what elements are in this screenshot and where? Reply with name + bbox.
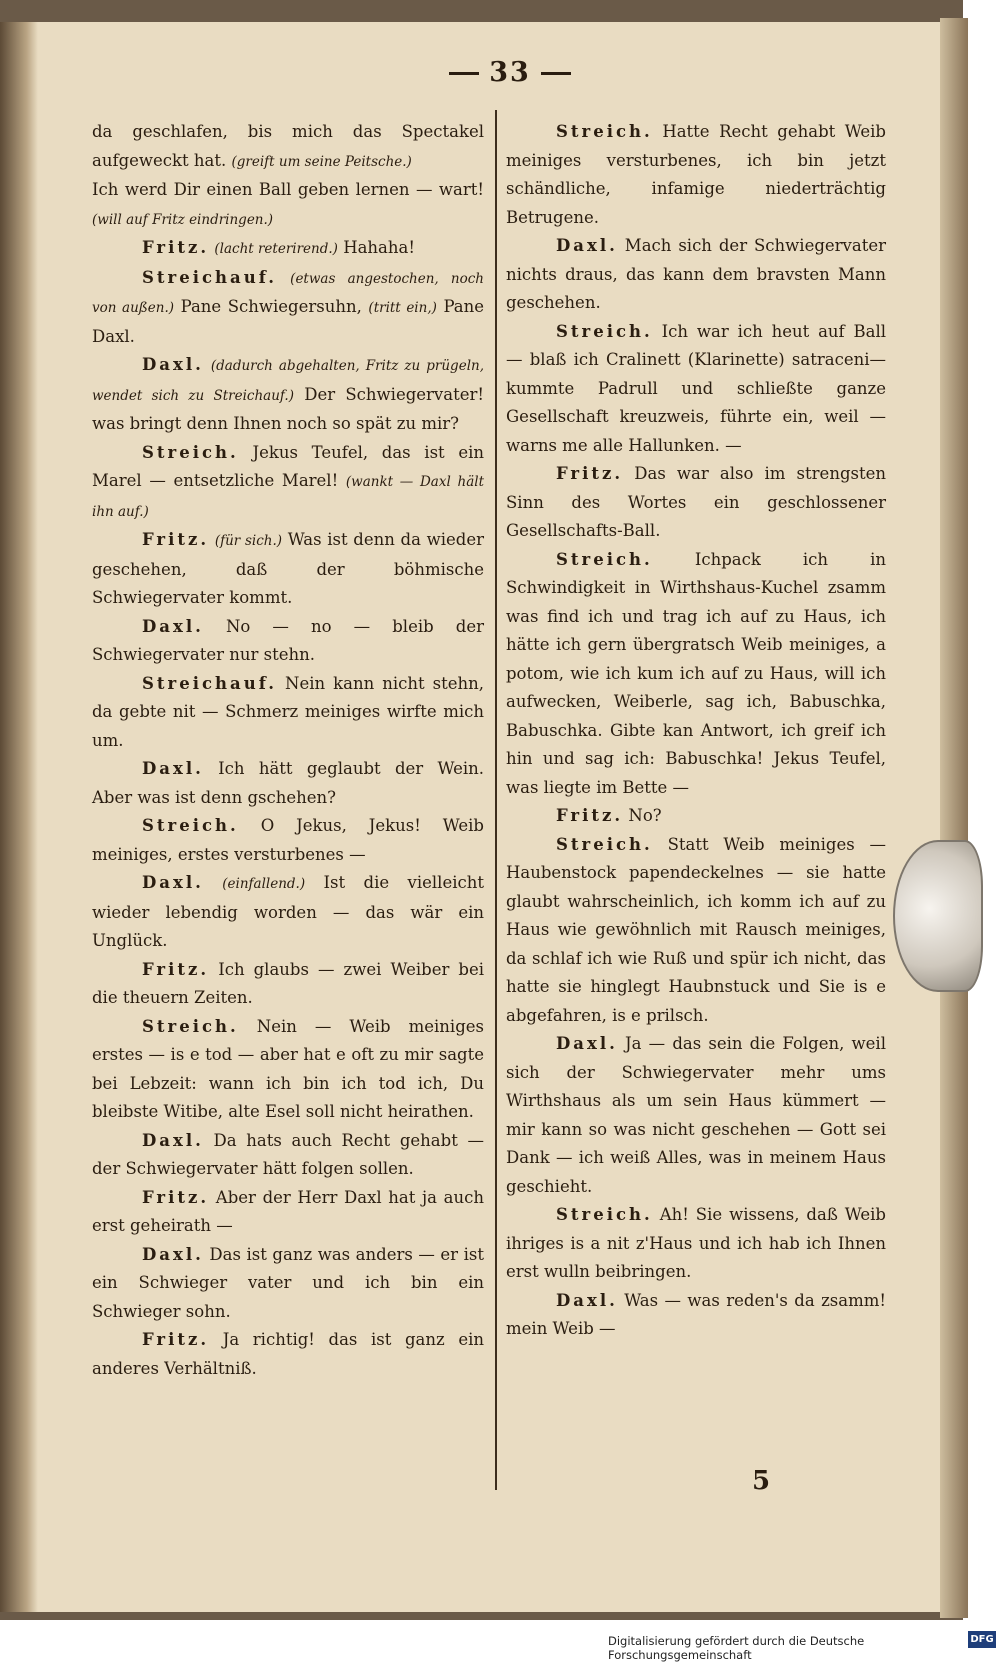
speaker-name: Daxl. <box>142 1244 204 1264</box>
header-dash-right <box>541 72 571 75</box>
speaker-name: Streich. <box>556 1205 653 1224</box>
dialogue-text: Das war also im strengsten Sinn des Wortes ein geschlossener Gesellschafts-Ball. <box>506 464 886 540</box>
page-header <box>430 57 590 97</box>
dialogue-paragraph <box>92 755 484 812</box>
speaker-name: Fritz. <box>142 238 210 257</box>
dialogue-paragraph <box>92 118 484 176</box>
dialogue-text: Ich werd Dir einen Ball geben lernen — wart! <box>92 180 484 199</box>
dialogue-paragraph <box>506 1287 886 1344</box>
dialogue-text: da geschlafen, bis mich das Spectakel aufgeweckt hat. <box>92 122 484 170</box>
speaker-name: Daxl. <box>142 759 204 778</box>
dialogue-text: Ich glaubs — zwei Weiber bei die theuern Zeiten. <box>92 959 484 1007</box>
dialogue-paragraph <box>506 1201 886 1287</box>
speaker-name: Daxl. <box>142 873 204 892</box>
speaker-name: Streichauf. <box>142 673 277 693</box>
dialogue-text: Mach sich der Schwiegervater nichts draus, das kann dem bravsten Mann geschehen. <box>506 236 887 312</box>
page-number: 33 <box>489 57 531 88</box>
speaker-name: Streich. <box>556 549 653 569</box>
dialogue-text: Da hats auch Recht gehabt — der Schwiegervater hätt folgen sollen. <box>92 1130 484 1178</box>
speaker-name: Daxl. <box>556 236 618 255</box>
dialogue-paragraph <box>92 1127 484 1184</box>
speaker-name: Fritz. <box>556 464 624 483</box>
dialogue-paragraph <box>92 869 484 956</box>
dialogue-text: Ich hätt geglaubt der Wein. Aber was ist denn gschehen? <box>92 759 484 807</box>
dialogue-text: Ja richtig! das ist ganz ein anderes Verhältniß. <box>92 1330 484 1378</box>
stage-direction: (etwas angestochen, noch von außen.) <box>92 270 484 316</box>
dialogue-paragraph <box>506 460 886 546</box>
speaker-name: Streich. <box>142 816 239 835</box>
dialogue-text: Das ist ganz was anders — er ist ein Schwieger vater und ich bin ein Schwieger sohn. <box>92 1244 484 1321</box>
scanner-clip <box>893 840 983 992</box>
dialogue-text: Hahaha! <box>343 238 415 257</box>
dialogue-paragraph <box>92 1013 484 1127</box>
dialogue-paragraph <box>506 546 886 803</box>
dialogue-paragraph <box>506 831 886 1031</box>
speaker-name: Fritz. <box>142 1187 210 1207</box>
dialogue-text: Hatte Recht gehabt Weib meiniges versturbenes, ich bin jetzt schändliche, infamige niederträchtig Betrugene. <box>506 122 886 227</box>
dialogue-text: Ah! Sie wissens, daß Weib ihriges is a nit z'Haus und ich hab ich Ihnen erst wulln beibringen. <box>506 1205 886 1281</box>
page-spine-shadow <box>0 22 38 1612</box>
speaker-name: Fritz. <box>142 1330 210 1349</box>
page-edge <box>940 18 968 1618</box>
dialogue-text: Ja — das sein die Folgen, weil sich der Schwiegervater mehr ums Wirthshaus als um sein Haus kümmert — mir kann so was nicht geschehen — Gott sei Dank — ich weiß Alles, was in meinem Haus geschieht. <box>506 1034 886 1196</box>
signature-mark: 5 <box>752 1466 771 1496</box>
stage-direction: (greift um seine Peitsche.) <box>231 153 412 170</box>
dialogue-paragraph <box>506 118 886 232</box>
dialogue-paragraph <box>92 812 484 869</box>
dialogue-paragraph <box>506 802 886 831</box>
left-column <box>92 118 484 1383</box>
dialogue-text: Ichpack ich in Schwindigkeit in Wirthshaus-Kuchel zsamm was find ich und trag ich auf zu Haus, ich hätte ich gern übergratsch Weib meiniges, a potom, wie ich kum ich auf zu Haus, will ich aufwecken, Weiberle, sag ich, Babuschka, Babuschka. Gibte kan Antwort, ich greif ich hin und sag ich: Babuschka! Jekus Teufel, was liegte im Bette — <box>506 549 886 797</box>
digitization-credit: Digitalisierung gefördert durch die Deutsche Forschungsgemeinschaft <box>608 1634 865 1662</box>
speaker-name: Daxl. <box>142 355 204 374</box>
dialogue-text: No? <box>628 806 662 825</box>
speaker-name: Fritz. <box>556 806 624 825</box>
dialogue-paragraph <box>92 1184 484 1241</box>
dialogue-paragraph <box>92 351 484 439</box>
stage-direction: (dadurch abgehalten, Fritz zu prügeln, wendet sich zu Streichauf.) <box>92 358 484 404</box>
dialogue-paragraph <box>92 526 484 613</box>
speaker-name: Fritz. <box>142 959 210 979</box>
speaker-name: Streich. <box>556 321 653 341</box>
speaker-name: Daxl. <box>142 616 204 636</box>
dialogue-paragraph <box>506 1030 886 1201</box>
dialogue-text: Was — was reden's da zsamm! mein Weib — <box>506 1290 886 1338</box>
speaker-name: Streichauf. <box>142 267 277 287</box>
speaker-name: Streich. <box>556 834 653 854</box>
header-dash-left <box>449 72 479 75</box>
dialogue-text: O Jekus, Jekus! Weib meiniges, erstes versturbenes — <box>92 816 484 864</box>
dialogue-paragraph <box>92 613 484 670</box>
dialogue-paragraph <box>92 176 484 234</box>
dialogue-text: Ist die vielleicht wieder lebendig worden — das wär ein Unglück. <box>92 873 484 950</box>
dialogue-paragraph <box>92 1241 484 1327</box>
speaker-name: Daxl. <box>142 1130 204 1150</box>
dialogue-text: Ich war ich heut auf Ball — blaß ich Cralinett (Klarinette) satraceni—kummte Padrull und schließte ganze Gesellschaft kreuzweis, führte ein, weil — warns me alle Hallunken. — <box>506 321 887 455</box>
speaker-name: Daxl. <box>556 1034 618 1053</box>
speaker-name: Streich. <box>142 1016 239 1036</box>
dialogue-paragraph <box>92 439 484 527</box>
dialogue-text: Nein kann nicht stehn, da gebte nit — Schmerz meiniges wirfte mich um. <box>92 673 484 750</box>
stage-direction: (einfallend.) <box>222 876 306 892</box>
dialogue-paragraph <box>92 670 484 756</box>
dialogue-paragraph <box>92 234 484 264</box>
stage-direction: (wankt — Daxl hält ihn auf.) <box>92 474 484 520</box>
stage-direction: (tritt ein,) <box>368 300 437 316</box>
right-column <box>506 118 886 1344</box>
dfg-logo: DFG <box>968 1631 996 1648</box>
dialogue-paragraph <box>506 318 886 461</box>
stage-direction: (für sich.) <box>214 533 283 549</box>
dialogue-text: Aber der Herr Daxl hat ja auch erst geheirath — <box>92 1187 484 1235</box>
stage-direction: (will auf Fritz eindringen.) <box>92 211 274 228</box>
dialogue-text: Pane Schwiegersuhn, <box>180 297 362 316</box>
speaker-name: Daxl. <box>556 1290 618 1310</box>
dialogue-text: Der Schwiegervater! was bringt denn Ihnen noch so spät zu mir? <box>92 384 485 433</box>
dialogue-text: No — no — bleib der Schwiegervater nur stehn. <box>92 616 484 664</box>
speaker-name: Fritz. <box>142 530 210 549</box>
dialogue-paragraph <box>506 232 886 318</box>
column-divider <box>495 110 497 1490</box>
dialogue-text: Jekus Teufel, das ist ein Marel — entsetzliche Marel! <box>92 442 485 490</box>
dialogue-text: Was ist denn da wieder geschehen, daß der böhmische Schwiegervater kommt. <box>92 530 484 607</box>
dialogue-text: Statt Weib meiniges — Haubenstock papendeckelnes — sie hatte glaubt wahrscheinlich, ich komm ich auf zu Haus wie gewöhnlich mit Rausch meiniges, da schlaf ich wie Ruß und spür ich nicht, das hatte sie hinglegt Haubnstuck und Sie is e abgefahren, is e prilsch. <box>506 834 886 1025</box>
dialogue-paragraph <box>92 264 484 352</box>
dialogue-text: Nein — Weib meiniges erstes — is e tod — aber hat e oft zu mir sagte bei Lebzeit: wann ich bin ich tod ich, Du bleibste Witibe, alte Esel soll nicht heirathen. <box>92 1016 484 1121</box>
dialogue-text: Pane Daxl. <box>92 297 485 346</box>
speaker-name: Streich. <box>556 122 653 141</box>
speaker-name: Streich. <box>142 442 239 462</box>
dialogue-paragraph <box>92 956 484 1013</box>
stage-direction: (lacht reterirend.) <box>214 241 338 257</box>
dialogue-paragraph <box>92 1326 484 1383</box>
